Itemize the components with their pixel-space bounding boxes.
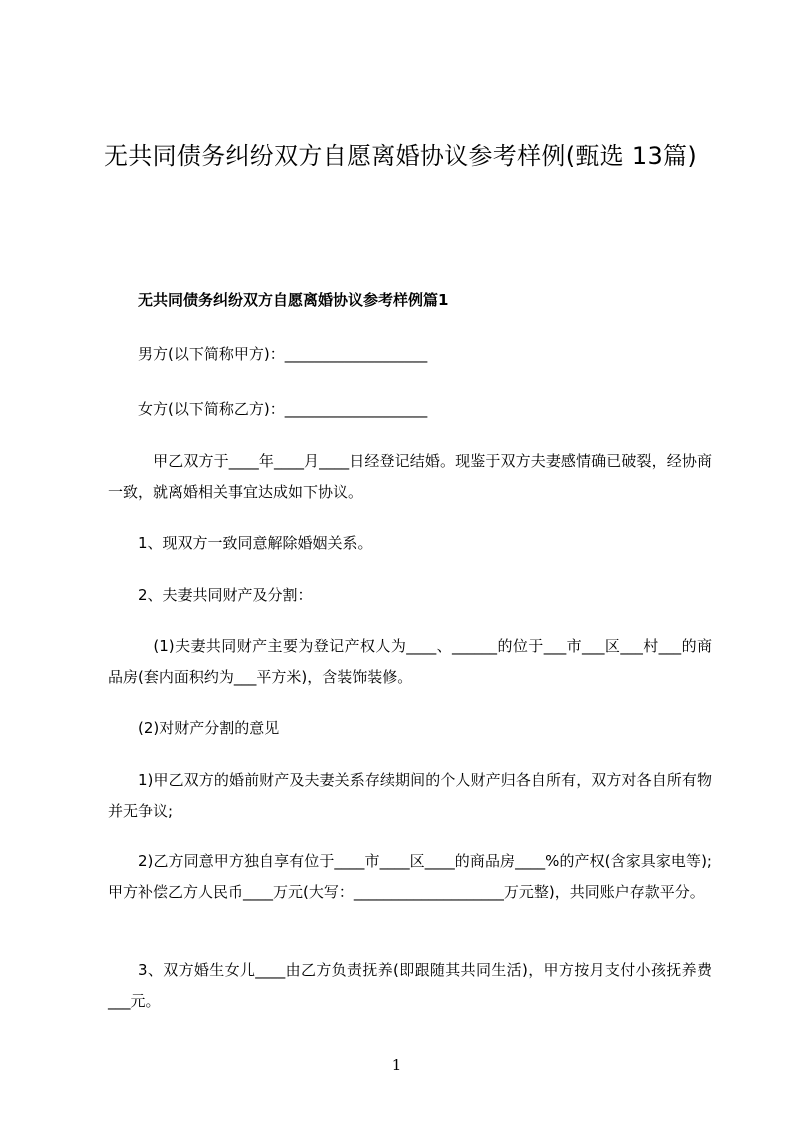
document-title: 无共同债务纠纷双方自愿离婚协议参考样例(甄选 13篇) (104, 142, 697, 170)
clause-2: 2、夫妻共同财产及分割： (138, 586, 313, 604)
clause-2-2-1-paragraph: 1)甲乙双方的婚前财产及夫妻关系存续期间的个人财产归各自所有，双方对各自所有物并无争议; (108, 771, 712, 820)
intro-paragraph: 甲乙双方于____年____月____日经登记结婚。现鉴于双方夫妻感情确已破裂，经协商一致，就离婚相关事宜达成如下协议。 (108, 452, 712, 501)
clause-1: 1、现双方一致同意解除婚姻关系。 (138, 534, 373, 552)
female-party-line: 女方(以下简称乙方)：___________________ (138, 400, 428, 418)
section-heading: 无共同债务纠纷双方自愿离婚协议参考样例篇1 (138, 291, 449, 309)
clause-2-2: (2)对财产分割的意见 (138, 719, 280, 737)
clause-2-1-paragraph: (1)夫妻共同财产主要为登记产权人为____、______的位于___市___区___村___的商品房(套内面积约为___平方米)，含装饰装修。 (108, 637, 712, 686)
male-party-line: 男方(以下简称甲方)：___________________ (138, 345, 428, 363)
clause-2-2-2-paragraph: 2)乙方同意甲方独自享有位于____市____区____的商品房____%的产权(含家具家电等);甲方补偿乙方人民币____万元(大写：____________________万元整)，共同账户存款平分。 (108, 852, 712, 901)
clause-3-paragraph: 3、双方婚生女儿____由乙方负责抚养(即跟随其共同生活)，甲方按月支付小孩抚养费___元。 (108, 961, 712, 1010)
page-number: 1 (391, 1056, 402, 1074)
